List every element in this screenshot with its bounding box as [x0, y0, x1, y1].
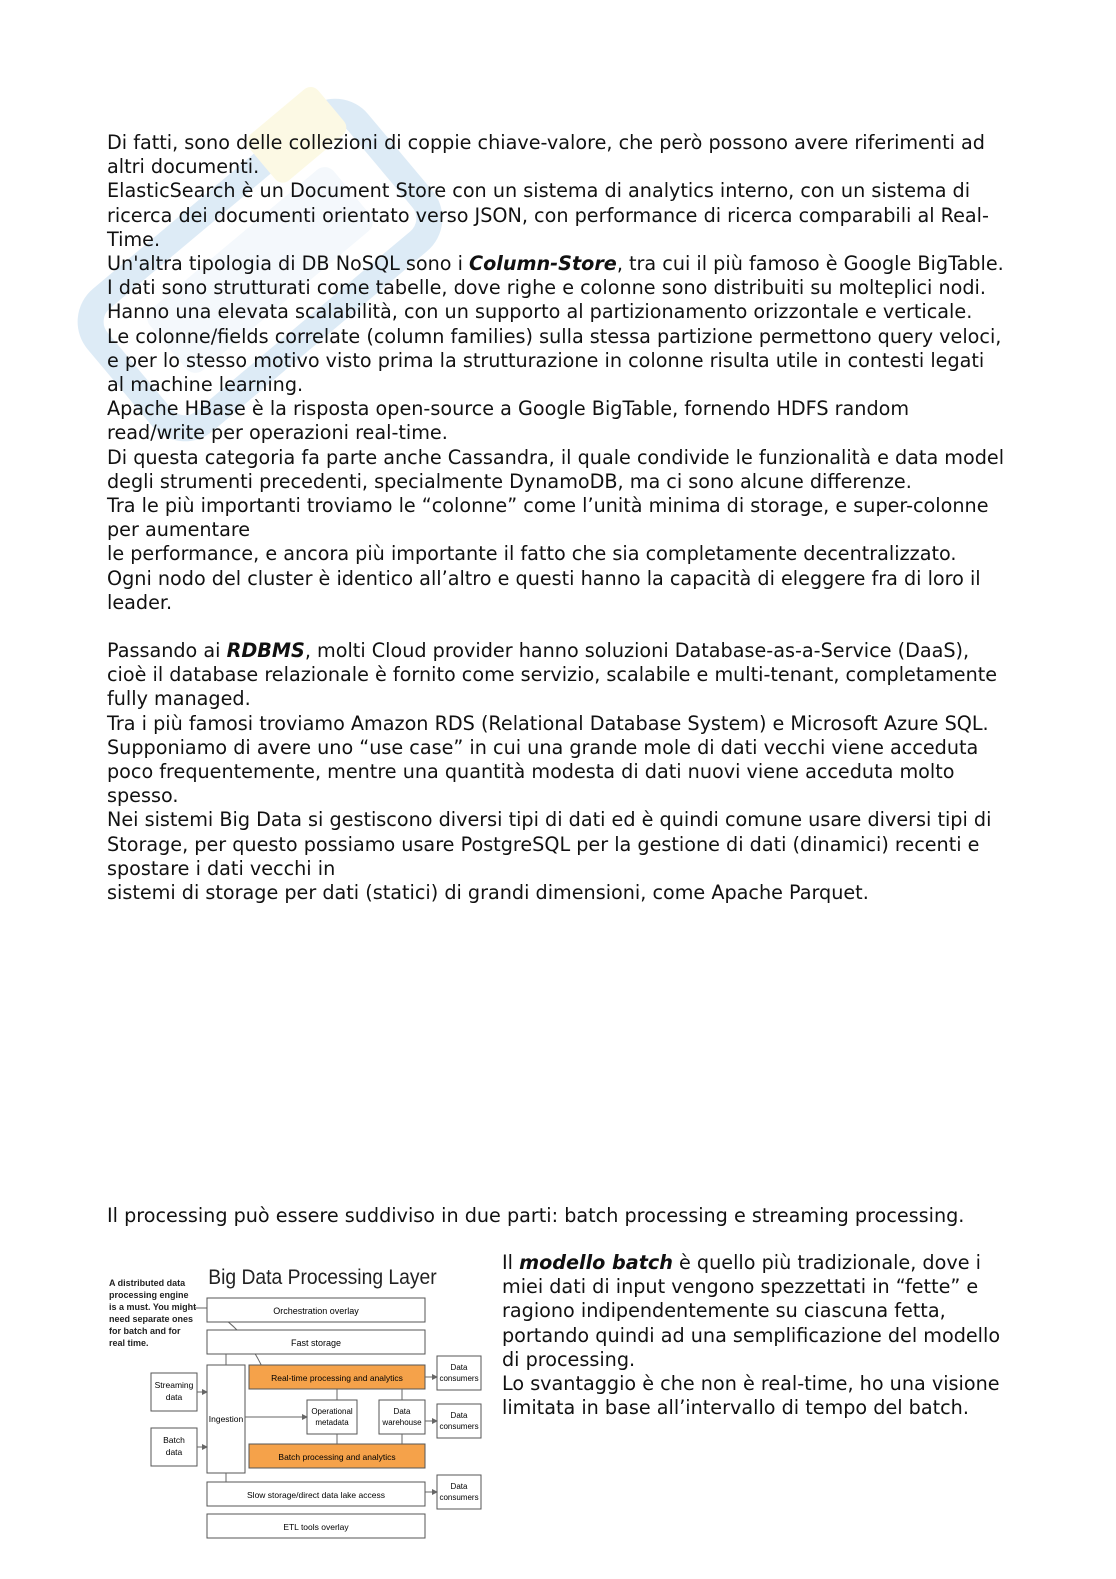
- paragraph-documents: Di fatti, sono delle collezioni di coppie chiave-valore, che però possono avere riferimenti ad altri documenti.: [107, 131, 985, 179]
- diagram-note: [109, 1278, 196, 1348]
- data-warehouse-box: [379, 1400, 425, 1434]
- streaming-data-box: [151, 1373, 197, 1411]
- batch-processing-box: [249, 1444, 425, 1468]
- paragraph-cassandra: Di questa categoria fa parte anche Cassandra, il quale condivide le funzionalità e data model degli strumenti precedenti, specialmente DynamoDB, ma ci sono alcune differenze.: [107, 445, 1005, 493]
- data-consumers-1: [437, 1356, 481, 1390]
- svg-text:ETL tools overlay: ETL tools overlay: [283, 1522, 349, 1532]
- paragraph-scalabilita: Hanno una elevata scalabilità, con un supporto al partizionamento orizzontale e verticale.: [107, 300, 973, 324]
- paragraph-processing-intro: Il processing può essere suddiviso in due parti: batch processing e streaming processing.: [107, 1204, 965, 1227]
- paragraph-amazon-rds: Tra i più famosi troviamo Amazon RDS (Relational Database System) e Microsoft Azure SQL.: [107, 711, 989, 735]
- svg-text:real time.: real time.: [109, 1338, 149, 1348]
- paragraph-column-store: Un'altra tipologia di DB NoSQL sono i Column-Store, tra cui il più famoso è Google BigTable.: [107, 252, 1004, 276]
- operational-metadata-box: [307, 1400, 357, 1434]
- svg-text:Slow storage/direct data lake: Slow storage/direct data lake access: [247, 1490, 385, 1500]
- paragraph-hbase: Apache HBase è la risposta open-source a Google BigTable, fornendo HDFS random read/write per operazioni real-time.: [107, 397, 910, 445]
- svg-text:Ingestion: Ingestion: [208, 1414, 244, 1424]
- svg-text:data: data: [165, 1447, 183, 1457]
- svg-text:Fast storage: Fast storage: [290, 1338, 342, 1348]
- term-column-store: Column-Store: [469, 252, 617, 276]
- paragraph-nodo-cluster: Ogni nodo del cluster è identico all’altro e questi hanno la capacità di eleggere fra di loro il leader.: [107, 566, 981, 614]
- svg-text:consumers: consumers: [439, 1374, 479, 1383]
- ingestion-box: [207, 1365, 245, 1473]
- svg-text:consumers: consumers: [439, 1493, 479, 1502]
- svg-text:is a must. You might: is a must. You might: [109, 1302, 197, 1312]
- diagram-title: Big Data Processing Layer: [208, 1266, 437, 1290]
- paragraph-rdbms: Passando ai RDBMS, molti Cloud provider hanno soluzioni Database-as-a-Service (DaaS), cioè il database relazionale è fornito come servizio, scalabile e multi-tenant, completamente fully managed.: [107, 639, 998, 711]
- svg-text:for batch and for: for batch and for: [109, 1326, 181, 1336]
- term-rdbms: RDBMS: [226, 639, 305, 663]
- paragraph-column-families: Le colonne/fields correlate (column families) sulla stessa partizione permettono query veloci, e per lo stesso motivo visto prima la strutturazione in colonne risulta utile in contesti legati al machine learning.: [107, 324, 1002, 397]
- svg-text:Data: Data: [393, 1407, 411, 1416]
- orchestration-box: [207, 1298, 425, 1322]
- paragraph-parquet: sistemi di storage per dati (statici) di grandi dimensioni, come Apache Parquet.: [107, 881, 869, 905]
- svg-text:need separate ones: need separate ones: [109, 1314, 194, 1324]
- document-body: [107, 131, 1007, 905]
- svg-text:data: data: [165, 1392, 183, 1402]
- paragraph-performance: le performance, e ancora più importante il fatto che sia completamente decentralizzato.: [107, 542, 957, 566]
- svg-text:Operational: Operational: [311, 1407, 353, 1416]
- batch-model-text: [502, 1251, 1007, 1420]
- realtime-box: [249, 1365, 425, 1389]
- paragraph-dati-strutturati: I dati sono strutturati come tabelle, dove righe e colonne sono distribuiti su molteplici nodi.: [107, 276, 986, 300]
- data-consumers-3: [437, 1475, 481, 1509]
- svg-text:Orchestration overlay: Orchestration overlay: [273, 1306, 359, 1316]
- data-consumers-2: [437, 1404, 481, 1438]
- paragraph-batch-svantaggio: Lo svantaggio è che non è real-time, ho una visione limitata in base all’intervallo di tempo del batch.: [502, 1372, 1000, 1420]
- fast-storage-box: [207, 1330, 425, 1354]
- big-data-processing-diagram: [107, 1258, 487, 1558]
- svg-text:processing engine: processing engine: [109, 1290, 189, 1300]
- paragraph-colonne: Tra le più importanti troviamo le “colonne” come l’unità minima di storage, e super-colonne per aumentare: [107, 494, 989, 542]
- svg-text:Streaming: Streaming: [154, 1380, 194, 1390]
- paragraph-big-data-storage: Nei sistemi Big Data si gestiscono diversi tipi di dati ed è quindi comune usare diversi tipi di Storage, per questo possiamo usare PostgreSQL per la gestione di dati (dinamici) recenti e spostare i dati vecchi in: [107, 808, 992, 880]
- batch-data-box: [151, 1428, 197, 1466]
- svg-text:metadata: metadata: [315, 1418, 349, 1427]
- svg-text:Real-time processing and analy: Real-time processing and analytics: [271, 1373, 403, 1383]
- svg-text:warehouse: warehouse: [382, 1418, 422, 1427]
- svg-text:consumers: consumers: [439, 1422, 479, 1431]
- svg-text:Data: Data: [450, 1363, 468, 1372]
- svg-text:Batch: Batch: [163, 1435, 185, 1445]
- svg-text:Data: Data: [450, 1411, 468, 1420]
- processing-section: [107, 1204, 1007, 1228]
- svg-text:Batch processing and analytics: Batch processing and analytics: [278, 1452, 396, 1462]
- slow-storage-box: [207, 1482, 425, 1506]
- svg-text:A distributed data: A distributed data: [109, 1278, 186, 1288]
- term-modello-batch: modello batch: [519, 1251, 673, 1274]
- paragraph-batch-model: Il modello batch è quello più tradizionale, dove i miei dati di input vengono spezzettati in “fette” e ragiono indipendentemente su ciascuna fetta, portando quindi ad una semplificazione del modello di processing.: [502, 1251, 1001, 1371]
- etl-box: [207, 1514, 425, 1538]
- svg-text:Data: Data: [450, 1482, 468, 1491]
- paragraph-use-case: Supponiamo di avere uno “use case” in cui una grande mole di dati vecchi viene acceduta poco frequentemente, mentre una quantità modesta di dati nuovi viene acceduta molto spesso.: [107, 735, 979, 808]
- paragraph-elasticsearch: ElasticSearch è un Document Store con un sistema di analytics interno, con un sistema di ricerca dei documenti orientato verso JSON, con performance di ricerca comparabili al Real-Time.: [107, 179, 989, 251]
